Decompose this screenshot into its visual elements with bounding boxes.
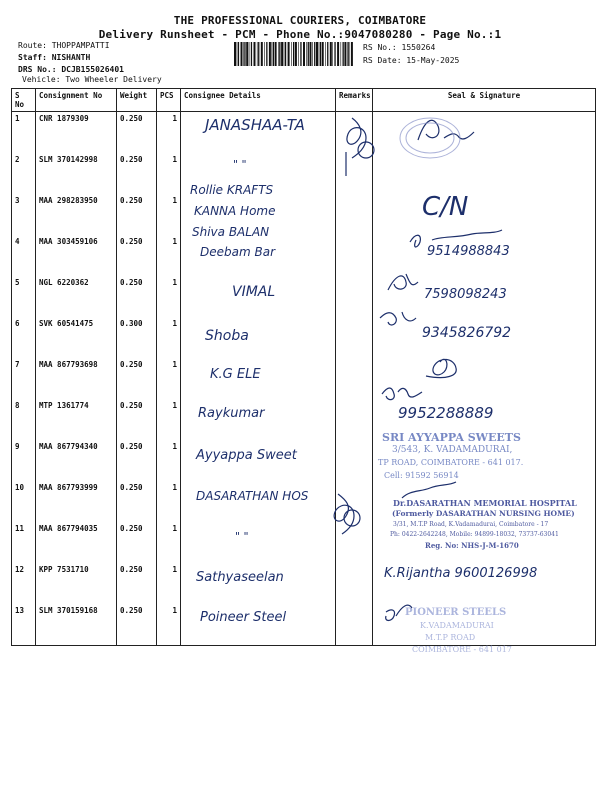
page-subtitle: Delivery Runsheet - PCM - Phone No.:9047080280 - Page No.:1 (98, 28, 502, 41)
barcode-bar (343, 42, 344, 66)
cell-consignment: NGL 6220362 (36, 276, 117, 317)
barcode-bar (269, 42, 271, 66)
rs-no-value: 1550264 (401, 43, 436, 52)
stamp-steels-road: M.T.P ROAD (425, 633, 476, 642)
cell-remarks (336, 276, 373, 317)
barcode-bar (251, 42, 252, 66)
barcode-bar (347, 42, 348, 66)
cell-weight: 0.250 (117, 112, 157, 154)
hw-consignee-10: DASARATHAN HOS (196, 489, 309, 503)
cell-pcs: 1 (157, 604, 181, 646)
hw-consignee-12: Sathyaseelan (196, 570, 284, 585)
hw-seal-5: 7598098243 (424, 287, 507, 302)
barcode-bar (291, 42, 292, 66)
barcode-bar (295, 42, 297, 66)
cell-remarks (336, 440, 373, 481)
cell-consignment: SLM 370142998 (36, 153, 117, 194)
hw-consignee-9: Ayyappa Sweet (196, 448, 297, 463)
barcode-bar (300, 42, 301, 66)
barcode-bar (237, 42, 238, 66)
barcode-bar (293, 42, 294, 66)
cell-remarks (336, 317, 373, 358)
table-row (12, 276, 596, 317)
barcode-bar (322, 42, 324, 66)
cell-weight: 0.250 (117, 235, 157, 276)
cell-pcs: 1 (157, 153, 181, 194)
table-row (12, 153, 596, 194)
cell-consignment: MAA 867794340 (36, 440, 117, 481)
route-line: Route: THOPPAMPATTI (18, 41, 110, 50)
cell-weight: 0.250 (117, 358, 157, 399)
cell-weight: 0.250 (117, 563, 157, 604)
cell-weight: 0.300 (117, 317, 157, 358)
hw-consignee-3b: KANNA Home (194, 204, 276, 218)
barcode-bar (337, 42, 339, 66)
cell-seal (373, 358, 596, 399)
barcode-bar (308, 42, 309, 66)
cell-consignment: SVK 60541475 (36, 317, 117, 358)
barcode-bar (303, 42, 305, 66)
hw-consignee-8: Raykumar (198, 406, 265, 421)
hw-consignee-4a: Shiva BALAN (192, 225, 270, 239)
cell-seal (373, 194, 596, 235)
cell-remarks (336, 112, 373, 154)
cell-sno: 2 (12, 153, 36, 194)
barcode-bar (281, 42, 283, 66)
barcode-bar (279, 42, 280, 66)
table-header-row (12, 89, 596, 112)
hw-seal-6: 9345826792 (422, 325, 512, 341)
col-weight: Weight (117, 89, 157, 112)
rs-no-line: RS No.: 1550264 (363, 43, 436, 52)
barcode-bar (310, 42, 312, 66)
barcode-bar (254, 42, 256, 66)
cell-consignment: SLM 370159168 (36, 604, 117, 646)
stamp-steels-city: COIMBATORE - 641 017 (412, 645, 512, 654)
cell-pcs: 1 (157, 112, 181, 154)
barcode-bar (261, 42, 263, 66)
cell-weight: 0.250 (117, 481, 157, 522)
stamp-hospital-reg: Reg. No: NHS-J-M-1670 (425, 541, 519, 550)
hw-consignee-1: JANASHAA-TA (205, 116, 305, 134)
cell-weight: 0.250 (117, 440, 157, 481)
barcode-bar (319, 42, 320, 66)
cell-weight: 0.250 (117, 276, 157, 317)
cell-consignment: KPP 7531710 (36, 563, 117, 604)
stamp-ayyappa-road: TP ROAD, COIMBATORE - 641 017. (378, 458, 524, 467)
stamp-ayyappa-cell: Cell: 91592 56914 (384, 471, 459, 480)
hw-seal-3: C/N (422, 192, 469, 222)
barcode-bar (320, 42, 321, 66)
barcode-bar (284, 42, 285, 66)
cell-sno: 1 (12, 112, 36, 154)
barcode-bar (348, 42, 349, 66)
runsheet-table (11, 88, 596, 646)
cell-pcs: 1 (157, 235, 181, 276)
cell-sno: 9 (12, 440, 36, 481)
barcode-bar (278, 42, 279, 66)
hw-consignee-5: VIMAL (232, 284, 276, 300)
barcode-bar (258, 42, 259, 66)
cell-remarks (336, 194, 373, 235)
cell-pcs: 1 (157, 522, 181, 563)
cell-consignment: CNR 1879309 (36, 112, 117, 154)
cell-remarks (336, 399, 373, 440)
hw-consignee-6: Shoba (205, 328, 249, 344)
hw-consignee-3a: Rollie KRAFTS (190, 183, 274, 197)
barcode-bar (241, 42, 243, 66)
hw-consignee-2: " " (233, 158, 247, 171)
cell-sno: 8 (12, 399, 36, 440)
cell-seal (373, 153, 596, 194)
cell-sno: 3 (12, 194, 36, 235)
cell-sno: 5 (12, 276, 36, 317)
hw-seal-8: 9952288889 (398, 404, 494, 422)
cell-sno: 11 (12, 522, 36, 563)
rs-date-value: 15-May-2025 (406, 56, 460, 65)
barcode-bar (264, 42, 265, 66)
staff-value: NISHANTH (51, 53, 91, 62)
cell-pcs: 1 (157, 194, 181, 235)
cell-remarks (336, 522, 373, 563)
barcode-bar (312, 42, 313, 66)
cell-remarks (336, 358, 373, 399)
rs-date-line: RS Date: 15-May-2025 (363, 56, 460, 65)
cell-sno: 12 (12, 563, 36, 604)
stamp-steels-name: PIONEER STEELS (405, 607, 507, 618)
barcode-bar (246, 42, 248, 66)
barcode-bar (288, 42, 290, 66)
barcode-bar (257, 42, 258, 66)
stamp-ayyappa-name: SRI AYYAPPA SWEETS (382, 431, 521, 444)
barcode-bar (332, 42, 333, 66)
barcode-bar (266, 42, 267, 66)
table-row (12, 194, 596, 235)
cell-pcs: 1 (157, 481, 181, 522)
hw-seal-4: 9514988843 (427, 244, 510, 259)
cell-consignee (181, 317, 336, 358)
barcode-bar (351, 42, 353, 66)
col-remarks: Remarks (336, 89, 373, 112)
cell-consignment: MAA 303459106 (36, 235, 117, 276)
barcode-bar (334, 42, 335, 66)
cell-consignment: MTP 1361774 (36, 399, 117, 440)
cell-seal (373, 112, 596, 154)
page-title: THE PROFESSIONAL COURIERS, COIMBATORE (173, 14, 427, 27)
barcode-bar (275, 42, 277, 66)
cell-sno: 7 (12, 358, 36, 399)
cell-sno: 6 (12, 317, 36, 358)
cell-consignment: MAA 867793999 (36, 481, 117, 522)
barcode-bar (243, 42, 244, 66)
cell-consignee (181, 522, 336, 563)
hw-consignee-11: " " (235, 530, 249, 543)
vehicle-value: Two Wheeler Delivery (65, 75, 162, 84)
cell-remarks (336, 604, 373, 646)
barcode-bar (249, 42, 250, 66)
cell-sno: 10 (12, 481, 36, 522)
hw-consignee-4b: Deebam Bar (200, 245, 275, 259)
barcode-bar (238, 42, 239, 66)
stamp-hospital-phone: Ph: 0422-2642248, Mobile: 94899-18032, 73737-63041 (390, 531, 559, 538)
col-consignment: Consignment No (36, 89, 117, 112)
cell-pcs: 1 (157, 358, 181, 399)
stamp-hospital-address: 3/31, M.T.P Road, K.Vadamadurai, Coimbatore - 17 (393, 521, 549, 528)
hw-consignee-13: Poineer Steel (200, 610, 287, 625)
cell-weight: 0.250 (117, 399, 157, 440)
barcode-bar (325, 42, 326, 66)
barcode-bar (244, 42, 245, 66)
cell-consignment: MAA 867793698 (36, 358, 117, 399)
stamp-hospital-name: Dr.DASARATHAN MEMORIAL HOSPITAL (393, 498, 577, 508)
hw-consignee-7: K.G ELE (210, 367, 261, 382)
cell-remarks (336, 153, 373, 194)
barcode-bar (306, 42, 307, 66)
cell-weight: 0.250 (117, 522, 157, 563)
cell-pcs: 1 (157, 563, 181, 604)
stamp-steels-area: K.VADAMADURAI (420, 621, 494, 630)
cell-remarks (336, 563, 373, 604)
cell-consignment: MAA 867794035 (36, 522, 117, 563)
cell-remarks (336, 235, 373, 276)
barcode-bar (273, 42, 274, 66)
vehicle-line: Vehicle: Two Wheeler Delivery (22, 75, 162, 84)
col-seal: Seal & Signature (373, 89, 596, 112)
cell-weight: 0.250 (117, 153, 157, 194)
hw-seal-12: K.Rijantha 9600126998 (384, 566, 538, 581)
cell-pcs: 1 (157, 399, 181, 440)
barcode-bar (330, 42, 332, 66)
cell-weight: 0.250 (117, 604, 157, 646)
route-value: THOPPAMPATTI (51, 41, 110, 50)
cell-consignment: MAA 298283950 (36, 194, 117, 235)
table-row (12, 358, 596, 399)
col-sno: S No (12, 89, 36, 112)
col-pcs: PCS (157, 89, 181, 112)
barcode-bar (316, 42, 318, 66)
barcode-bar (314, 42, 315, 66)
barcode-bar (298, 42, 299, 66)
cell-weight: 0.250 (117, 194, 157, 235)
barcode-bar (341, 42, 342, 66)
barcode-bar (344, 42, 346, 66)
cell-pcs: 1 (157, 317, 181, 358)
table-row (12, 604, 596, 646)
barcode-bar (272, 42, 273, 66)
col-consignee: Consignee Details (181, 89, 336, 112)
cell-pcs: 1 (157, 440, 181, 481)
cell-remarks (336, 481, 373, 522)
stamp-hospital-formerly: (Formerly DASARATHAN NURSING HOME) (392, 509, 575, 518)
drs-value: DCJB155026401 (61, 65, 124, 74)
cell-pcs: 1 (157, 276, 181, 317)
barcode-bar (234, 42, 236, 66)
drs-line: DRS No.: DCJB155026401 (18, 65, 124, 74)
barcode (233, 42, 353, 66)
barcode-bar (285, 42, 286, 66)
staff-line: Staff: NISHANTH (18, 53, 91, 62)
cell-sno: 4 (12, 235, 36, 276)
cell-sno: 13 (12, 604, 36, 646)
stamp-ayyappa-address: 3/543, K. VADAMADURAI, (392, 445, 513, 455)
barcode-bar (327, 42, 328, 66)
